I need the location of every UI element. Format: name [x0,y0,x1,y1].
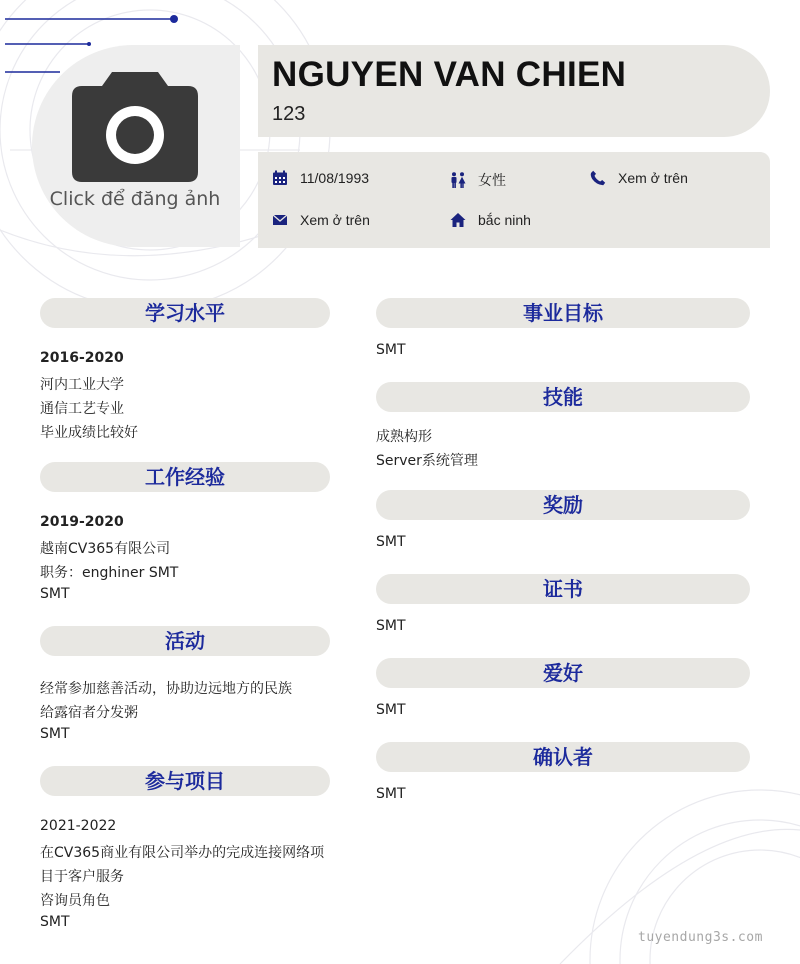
photo-upload-label[interactable]: Click để đăng ảnh [49,188,221,210]
activities-heading: 活动 [40,626,330,656]
calendar-icon [272,170,288,186]
experience-line: 越南CV365有限公司 [40,541,171,557]
projects-line: 目于客户服务 [40,869,124,885]
birthday-item [272,170,369,186]
education-line: 通信工艺专业 [40,401,124,417]
gender-item [450,170,506,190]
skills-line: Server系统管理 [376,453,478,469]
hobbies-line: SMT [376,702,406,718]
certificates-line: SMT [376,618,406,634]
education-line: 毕业成绩比较好 [40,425,138,441]
projects-line: 咨询员角色 [40,893,110,909]
projects-line: 在CV365商业有限公司举办的完成连接网络项 [40,845,325,861]
experience-period: 2019-2020 [40,514,124,530]
projects-line: SMT [40,914,70,930]
email-value: Xem ở trên [300,212,370,228]
certificates-heading: 证书 [376,574,750,604]
references-heading: 确认者 [376,742,750,772]
candidate-name: NGUYEN VAN CHIEN [272,55,627,94]
activities-line: 给露宿者分发粥 [40,705,138,721]
education-heading: 学习水平 [40,298,330,328]
experience-line: SMT [40,586,70,602]
camera-icon [72,72,198,182]
activities-line: SMT [40,726,70,742]
hobbies-heading: 爱好 [376,658,750,688]
skills-heading: 技能 [376,382,750,412]
projects-line: 2021-2022 [40,818,117,834]
objective-heading: 事业目标 [376,298,750,328]
name-panel [258,45,770,137]
education-period: 2016-2020 [40,350,124,366]
watermark-text: tuyendung3s.com [638,930,763,945]
candidate-subtitle: 123 [272,103,306,125]
address-value: bắc ninh [478,212,531,228]
contact-info-panel [258,152,770,248]
gender-icon [450,172,466,188]
experience-line: 职务：enghiner SMT [40,565,179,581]
phone-value: Xem ở trên [618,170,688,186]
objective-line: SMT [376,342,406,358]
skills-line: 成熟构形 [376,429,432,445]
projects-heading: 参与项目 [40,766,330,796]
activities-line: 经常参加慈善活动，协助边远地方的民族 [40,681,292,697]
phone-item [590,170,688,186]
awards-heading: 奖励 [376,490,750,520]
experience-heading: 工作经验 [40,462,330,492]
email-icon [272,212,288,228]
email-item [272,212,370,228]
home-icon [450,212,466,228]
gender-value: 女性 [478,172,506,188]
birthday-value: 11/08/1993 [300,170,370,186]
awards-line: SMT [376,534,406,550]
education-line: 河内工业大学 [40,377,124,393]
address-item [450,212,531,228]
references-line: SMT [376,786,406,802]
phone-icon [590,170,606,186]
